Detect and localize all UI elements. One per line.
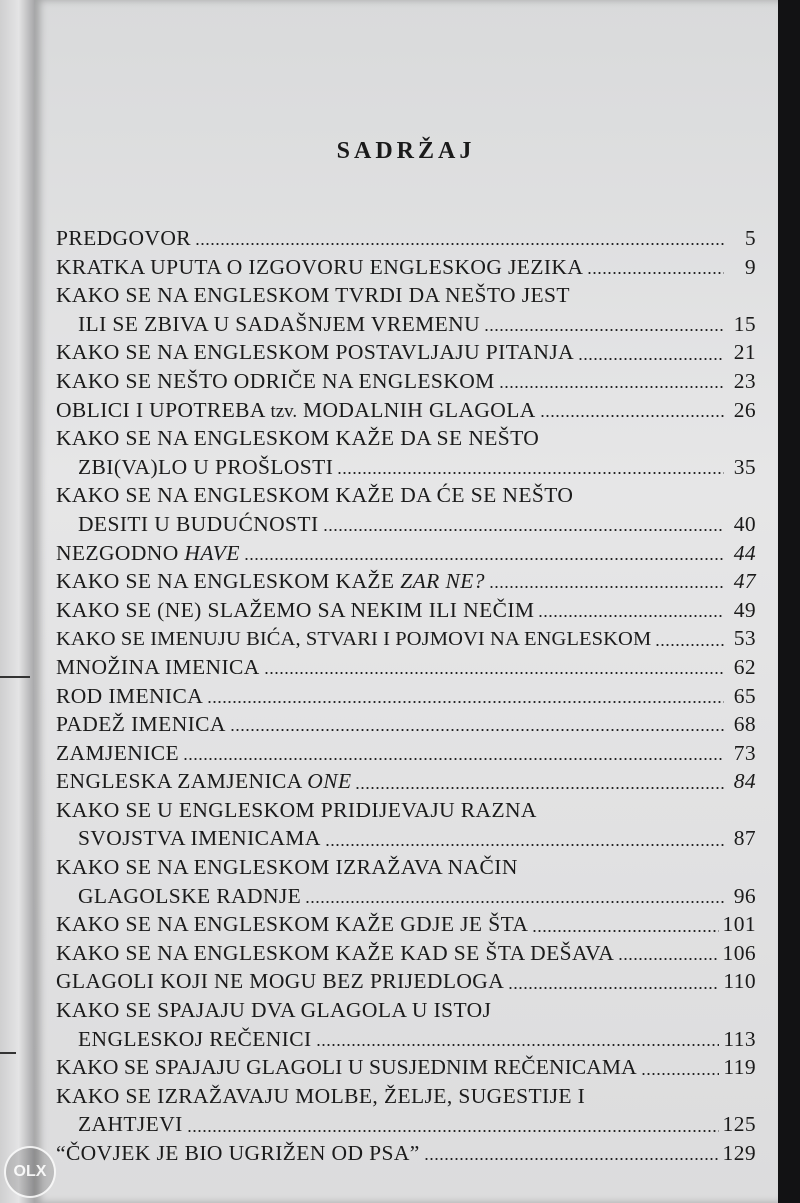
leader-dots (183, 758, 724, 760)
leader-dots (484, 329, 724, 331)
toc-entry-title: ZAMJENICE (56, 740, 180, 765)
page-number: 23 (733, 368, 756, 393)
toc-entry (56, 1053, 756, 1082)
toc-entry (56, 481, 756, 538)
leader-dots (187, 1130, 719, 1132)
toc-entry-title: PADEŽ IMENICA (56, 712, 226, 737)
page-number: 9 (744, 254, 756, 279)
leader-dots (538, 615, 724, 617)
page-title: SADRŽAJ (336, 138, 476, 164)
leader-dots (195, 243, 724, 245)
toc-entry (56, 767, 756, 796)
toc-entry-title: ILI SE ZBIVA U SADAŠNJEM VREMENU (78, 311, 481, 336)
toc-entry-title: KAKO SE SPAJAJU GLAGOLI U SUSJEDNIM REČENICAMA (56, 1055, 637, 1080)
toc-entry (56, 739, 756, 768)
toc-entry-title: KAKO SE NA ENGLESKOM KAŽE GDJE JE ŠTA (56, 912, 529, 937)
toc-entry (56, 967, 756, 996)
page-number: 49 (733, 597, 756, 622)
leader-dots (508, 987, 719, 989)
toc-entry-title: OBLICI I UPOTREBA tzv. MODALNIH GLAGOLA (56, 397, 536, 422)
toc-entry (56, 796, 756, 853)
page-number: 35 (733, 454, 756, 479)
page-number: 110 (723, 969, 756, 994)
toc-entry-title: KAKO SE U ENGLESKOM PRIDIJEVAJU RAZNA (56, 797, 537, 822)
leader-dots (230, 729, 724, 731)
toc-entry-title: ENGLESKA ZAMJENICA ONE (56, 769, 352, 794)
leader-dots (618, 958, 718, 960)
toc-entry-title: ZBI(VA)LO U PROŠLOSTI (78, 454, 334, 479)
leader-dots (540, 415, 724, 417)
toc-entry-title: KRATKA UPUTA O IZGOVORU ENGLESKOG JEZIKA (56, 254, 584, 279)
page-number: 129 (722, 1141, 756, 1165)
toc-entry-title: KAKO SE NA ENGLESKOM POSTAVLJAJU PITANJA (56, 340, 575, 365)
table-of-contents (56, 224, 756, 1168)
page-number: 62 (733, 654, 756, 679)
page-number: 26 (733, 397, 756, 422)
toc-entry (56, 910, 756, 939)
background-edge (778, 0, 800, 1203)
toc-entry (56, 367, 756, 396)
toc-entry-title: PREDGOVOR (56, 226, 192, 250)
leader-dots (641, 1073, 720, 1075)
page-number: 125 (722, 1112, 756, 1137)
olx-watermark-logo: OLX (4, 1146, 56, 1198)
toc-entry-title: KAKO SE IMENUJU BIĆA, STVARI I POJMOVI NA ENGLESKOM (56, 628, 652, 651)
toc-entry (56, 338, 756, 367)
leader-dots (325, 844, 724, 846)
leader-dots (587, 272, 724, 274)
toc-entry (56, 567, 756, 596)
toc-entry-title: “ČOVJEK JE BIO UGRIŽEN OD PSA” (56, 1141, 420, 1165)
toc-entry (56, 682, 756, 711)
toc-entry-title: KAKO SE IZRAŽAVAJU MOLBE, ŽELJE, SUGESTIJE I (56, 1083, 586, 1108)
toc-entry-title: ENGLESKOJ REČENICI (78, 1026, 312, 1051)
toc-entry-title: KAKO SE NA ENGLESKOM KAŽE ZAR NE? (56, 569, 485, 594)
toc-entry (56, 624, 756, 653)
toc-entry (56, 396, 756, 425)
page-number: 73 (733, 740, 756, 765)
page-number: 40 (733, 511, 756, 536)
page-number: 101 (722, 912, 756, 937)
leader-dots (578, 358, 724, 360)
toc-entry (56, 710, 756, 739)
leader-dots (489, 586, 724, 588)
toc-entry-title: KAKO SE NA ENGLESKOM KAŽE DA SE NEŠTO (56, 426, 540, 451)
toc-entry-title: KAKO SE NA ENGLESKOM IZRAŽAVA NAČIN (56, 855, 518, 880)
toc-entry (56, 281, 756, 338)
page-number: 5 (744, 226, 756, 250)
leader-dots (532, 930, 718, 932)
page-number: 68 (733, 712, 756, 737)
leader-dots (323, 529, 724, 531)
toc-entry (56, 1139, 756, 1168)
leader-dots (655, 644, 724, 646)
toc-entry-title: KAKO SE NEŠTO ODRIČE NA ENGLESKOM (56, 368, 495, 393)
toc-entry (56, 1082, 756, 1139)
page-number: 21 (733, 340, 756, 365)
page-number: 15 (733, 311, 756, 336)
toc-entry (56, 996, 756, 1053)
page-number: 65 (733, 683, 756, 708)
page-number: 96 (733, 883, 756, 908)
toc-entry-title: KAKO SE SPAJAJU DVA GLAGOLA U ISTOJ (56, 998, 492, 1023)
toc-entry-title: GLAGOLI KOJI NE MOGU BEZ PRIJEDLOGA (56, 969, 505, 994)
leader-dots (264, 672, 724, 674)
toc-entry (56, 224, 756, 253)
toc-entry (56, 939, 756, 968)
toc-entry (56, 253, 756, 282)
page-number: 106 (722, 940, 756, 965)
page-number: 47 (733, 569, 756, 594)
leader-dots (207, 701, 724, 703)
toc-entry (56, 539, 756, 568)
toc-entry (56, 424, 756, 481)
toc-entry-title: KAKO SE (NE) SLAŽEMO SA NEKIM ILI NEČIM (56, 597, 535, 622)
toc-entry-title: MNOŽINA IMENICA (56, 654, 260, 679)
page-number: 44 (733, 540, 756, 565)
page-number: 87 (733, 826, 756, 851)
page-number: 84 (733, 769, 756, 794)
toc-entry-title: NEZGODNO HAVE (56, 540, 240, 565)
leader-dots (316, 1044, 720, 1046)
toc-entry-title: DESITI U BUDUĆNOSTI (78, 511, 319, 536)
adjacent-page-edge (0, 0, 34, 1203)
leader-dots (355, 787, 724, 789)
toc-entry (56, 653, 756, 682)
toc-entry-title: ROD IMENICA (56, 683, 204, 708)
toc-entry-title: GLAGOLSKE RADNJE (78, 883, 302, 908)
toc-entry-title: SVOJSTVA IMENICAMA (78, 826, 321, 851)
toc-entry (56, 596, 756, 625)
toc-entry-title: ZAHTJEVI (78, 1112, 183, 1137)
toc-entry-title: KAKO SE NA ENGLESKOM KAŽE KAD SE ŠTA DEŠAVA (56, 940, 615, 965)
toc-entry-title: KAKO SE NA ENGLESKOM TVRDI DA NEŠTO JEST (56, 283, 570, 308)
leader-dots (424, 1158, 719, 1160)
book-page (34, 0, 778, 1203)
leader-dots (337, 472, 724, 474)
toc-entry-title: KAKO SE NA ENGLESKOM KAŽE DA ĆE SE NEŠTO (56, 483, 574, 508)
page-number: 113 (723, 1026, 756, 1051)
page-number: 119 (723, 1055, 756, 1080)
leader-dots (499, 386, 724, 388)
page-number: 53 (733, 626, 756, 651)
leader-dots (244, 558, 724, 560)
leader-dots (305, 901, 724, 903)
toc-entry (56, 853, 756, 910)
